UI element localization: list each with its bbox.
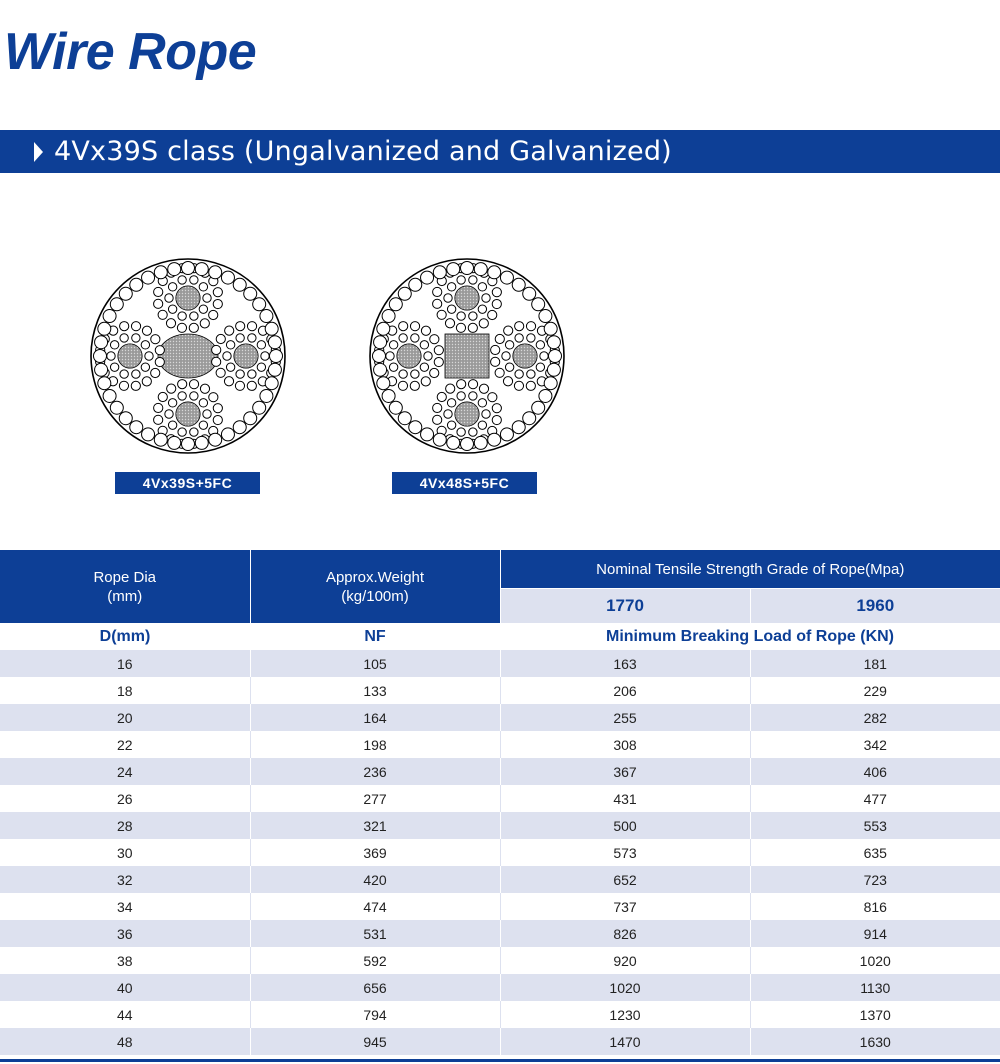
cell-weight: 656 bbox=[250, 974, 500, 1001]
cell-load-1770: 652 bbox=[500, 866, 750, 893]
header-grade-1770: 1770 bbox=[500, 589, 750, 624]
cell-load-1960: 406 bbox=[750, 758, 1000, 785]
table-row bbox=[0, 758, 1000, 785]
subheader-dia: D(mm) bbox=[0, 623, 250, 650]
table-row bbox=[0, 650, 1000, 677]
table-row bbox=[0, 893, 1000, 920]
cell-dia: 44 bbox=[0, 1001, 250, 1028]
cell-load-1960: 1370 bbox=[750, 1001, 1000, 1028]
bottom-rule bbox=[0, 1059, 1000, 1062]
cell-load-1770: 163 bbox=[500, 650, 750, 677]
figure-caption: 4Vx39S+5FC bbox=[115, 472, 260, 494]
rope-cross-section-4vx48s-icon bbox=[367, 256, 567, 456]
cell-load-1960: 1020 bbox=[750, 947, 1000, 974]
cell-dia: 40 bbox=[0, 974, 250, 1001]
spec-table bbox=[0, 550, 1000, 1055]
header-rope-dia: Rope Dia (mm) bbox=[0, 550, 250, 623]
cell-load-1960: 282 bbox=[750, 704, 1000, 731]
table-row bbox=[0, 920, 1000, 947]
cell-weight: 236 bbox=[250, 758, 500, 785]
table-row bbox=[0, 812, 1000, 839]
cell-load-1770: 826 bbox=[500, 920, 750, 947]
cell-dia: 16 bbox=[0, 650, 250, 677]
section-banner bbox=[0, 130, 1000, 173]
table-row bbox=[0, 866, 1000, 893]
header-strength-group: Nominal Tensile Strength Grade of Rope(Mpa) bbox=[500, 550, 1000, 589]
spec-table-body bbox=[0, 650, 1000, 1055]
cell-dia: 26 bbox=[0, 785, 250, 812]
table-row bbox=[0, 785, 1000, 812]
subheader-weight: NF bbox=[250, 623, 500, 650]
section-title: 4Vx39S class (Ungalvanized and Galvanized) bbox=[54, 136, 672, 167]
cell-weight: 369 bbox=[250, 839, 500, 866]
rope-cross-section-4vx39s-icon bbox=[88, 256, 288, 456]
table-row bbox=[0, 704, 1000, 731]
cell-load-1960: 635 bbox=[750, 839, 1000, 866]
cell-load-1960: 816 bbox=[750, 893, 1000, 920]
cell-load-1770: 1230 bbox=[500, 1001, 750, 1028]
cell-load-1770: 367 bbox=[500, 758, 750, 785]
header-weight: Approx.Weight (kg/100m) bbox=[250, 550, 500, 623]
cell-weight: 277 bbox=[250, 785, 500, 812]
cell-load-1770: 255 bbox=[500, 704, 750, 731]
table-row bbox=[0, 1001, 1000, 1028]
cell-dia: 22 bbox=[0, 731, 250, 758]
cell-load-1960: 1130 bbox=[750, 974, 1000, 1001]
cell-load-1960: 914 bbox=[750, 920, 1000, 947]
triangle-right-icon bbox=[34, 142, 43, 162]
table-row bbox=[0, 839, 1000, 866]
cell-dia: 38 bbox=[0, 947, 250, 974]
cell-weight: 945 bbox=[250, 1028, 500, 1055]
cell-dia: 24 bbox=[0, 758, 250, 785]
cell-weight: 321 bbox=[250, 812, 500, 839]
cell-load-1770: 920 bbox=[500, 947, 750, 974]
cell-weight: 164 bbox=[250, 704, 500, 731]
cell-weight: 592 bbox=[250, 947, 500, 974]
cell-load-1770: 206 bbox=[500, 677, 750, 704]
cell-dia: 36 bbox=[0, 920, 250, 947]
cell-load-1770: 1020 bbox=[500, 974, 750, 1001]
cell-weight: 420 bbox=[250, 866, 500, 893]
cell-dia: 18 bbox=[0, 677, 250, 704]
cell-dia: 32 bbox=[0, 866, 250, 893]
table-row bbox=[0, 947, 1000, 974]
cell-weight: 531 bbox=[250, 920, 500, 947]
cell-load-1960: 342 bbox=[750, 731, 1000, 758]
cell-load-1770: 1470 bbox=[500, 1028, 750, 1055]
table-row bbox=[0, 1028, 1000, 1055]
table-row bbox=[0, 677, 1000, 704]
header-grade-1960: 1960 bbox=[750, 589, 1000, 624]
cell-load-1770: 431 bbox=[500, 785, 750, 812]
cell-load-1960: 181 bbox=[750, 650, 1000, 677]
cell-dia: 48 bbox=[0, 1028, 250, 1055]
cell-dia: 28 bbox=[0, 812, 250, 839]
cell-load-1960: 229 bbox=[750, 677, 1000, 704]
subheader-load: Minimum Breaking Load of Rope (KN) bbox=[500, 623, 1000, 650]
cell-load-1770: 308 bbox=[500, 731, 750, 758]
cell-dia: 30 bbox=[0, 839, 250, 866]
cell-load-1960: 553 bbox=[750, 812, 1000, 839]
cell-weight: 198 bbox=[250, 731, 500, 758]
page-title: Wire Rope bbox=[4, 23, 257, 81]
cell-dia: 34 bbox=[0, 893, 250, 920]
cell-weight: 474 bbox=[250, 893, 500, 920]
cell-load-1770: 737 bbox=[500, 893, 750, 920]
cell-weight: 105 bbox=[250, 650, 500, 677]
figure-caption: 4Vx48S+5FC bbox=[392, 472, 537, 494]
table-row bbox=[0, 731, 1000, 758]
table-row bbox=[0, 974, 1000, 1001]
cell-load-1770: 573 bbox=[500, 839, 750, 866]
cell-dia: 20 bbox=[0, 704, 250, 731]
cell-load-1960: 1630 bbox=[750, 1028, 1000, 1055]
cell-load-1770: 500 bbox=[500, 812, 750, 839]
cell-load-1960: 477 bbox=[750, 785, 1000, 812]
cell-weight: 133 bbox=[250, 677, 500, 704]
cell-weight: 794 bbox=[250, 1001, 500, 1028]
cell-load-1960: 723 bbox=[750, 866, 1000, 893]
